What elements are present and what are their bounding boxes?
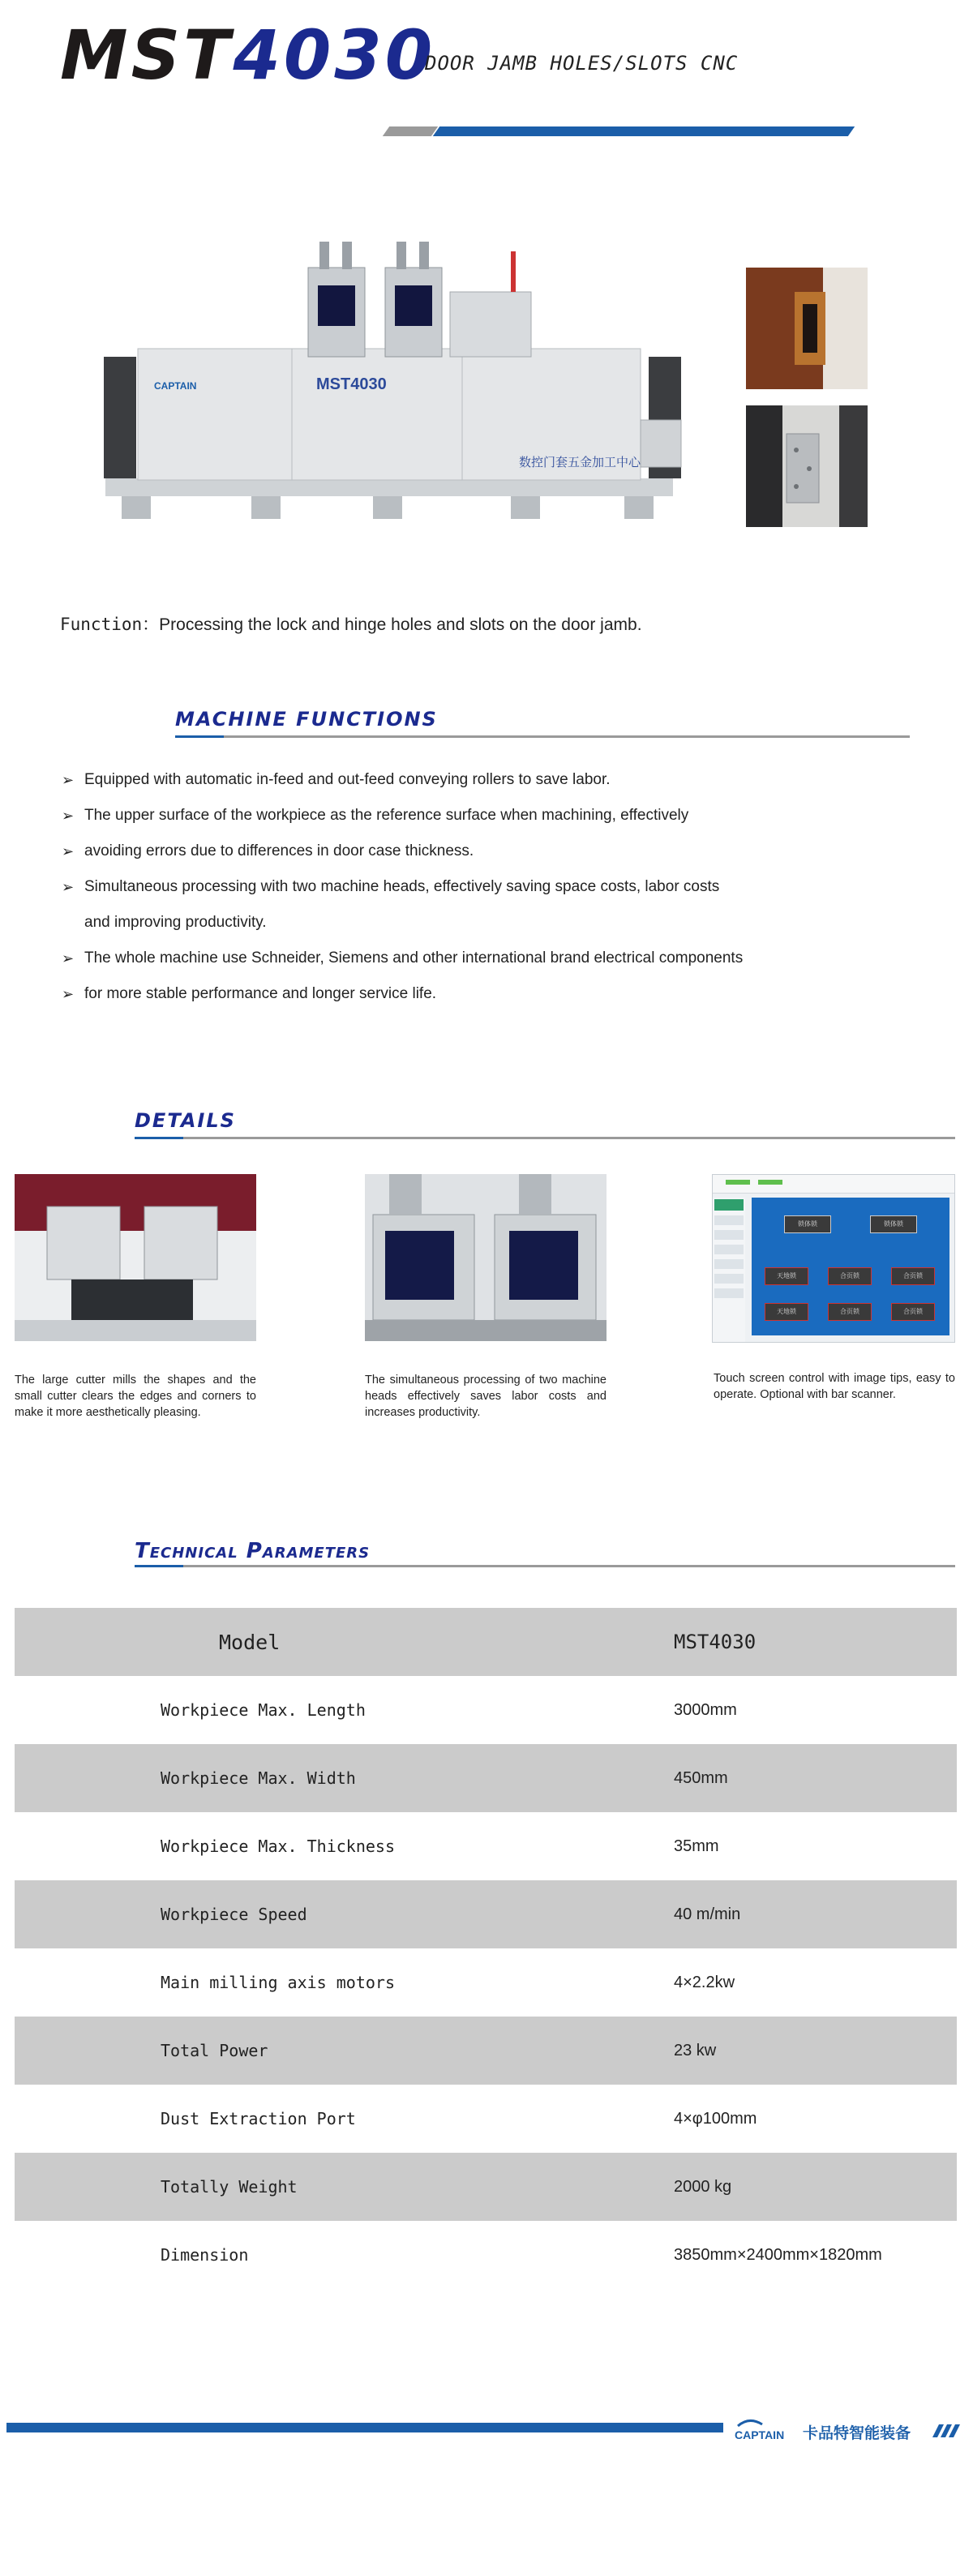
screen-button[interactable]: 锁体锁 xyxy=(870,1215,917,1233)
detail-cutter-photo xyxy=(15,1174,256,1341)
list-item: and improving productivity. xyxy=(84,914,267,931)
touchscreen-topbar xyxy=(713,1175,954,1194)
door-lock-slot-photo xyxy=(746,268,868,389)
technical-parameters-rule-accent xyxy=(135,1565,183,1567)
table-row xyxy=(15,2153,957,2221)
machine-brand-label: CAPTAIN xyxy=(154,380,197,392)
technical-parameters-rule xyxy=(135,1565,955,1567)
details-rule-accent xyxy=(135,1137,183,1139)
door-hinge-photo xyxy=(746,405,868,527)
machine-functions-rule-accent xyxy=(175,735,224,738)
screen-button[interactable]: 天地锁 xyxy=(765,1267,808,1285)
table-cell-value: 40 m/min xyxy=(674,1880,957,1948)
technical-parameters-heading: Technical Parameters xyxy=(135,1539,371,1563)
status-indicator xyxy=(758,1180,782,1185)
detail-caption-1: The large cutter mills the shapes and the small cutter clears the edges and corners to make it more aesthetically pleasing. xyxy=(15,1374,256,1419)
arrow-bullet-icon: ➢ xyxy=(62,843,75,859)
details-rule xyxy=(135,1137,955,1139)
table-header-row xyxy=(15,1608,957,1676)
machine-functions-rule xyxy=(175,735,910,738)
model-title-prefix: MST xyxy=(60,15,234,95)
table-cell-key: Workpiece Max. Thickness xyxy=(161,1837,395,1856)
table-row xyxy=(15,1676,957,1744)
model-title-number: 4030 xyxy=(233,15,436,95)
captain-logo-text: CAPTAIN xyxy=(735,2428,785,2441)
table-row xyxy=(15,2017,957,2085)
model-title xyxy=(60,15,436,95)
table-cell-key: Dust Extraction Port xyxy=(161,2109,356,2128)
screen-button[interactable]: 合页锁 xyxy=(828,1303,872,1321)
table-cell-key: Main milling axis motors xyxy=(161,1973,395,1992)
table-row xyxy=(15,1744,957,1812)
captain-logo xyxy=(733,2416,798,2444)
table-cell-value: 23 kw xyxy=(674,2017,957,2085)
screen-button[interactable]: 合页锁 xyxy=(891,1267,935,1285)
arrow-bullet-icon: ➢ xyxy=(62,808,75,824)
screen-button[interactable]: 合页锁 xyxy=(891,1303,935,1321)
table-row xyxy=(15,2085,957,2153)
table-row xyxy=(15,1948,957,2017)
detail-caption-3: Touch screen control with image tips, easy to operate. Optional with bar scanner. xyxy=(714,1372,955,1401)
table-cell-value: 3850mm×2400mm×1820mm xyxy=(674,2245,882,2264)
list-item: ➢ avoiding errors due to differences in door case thickness. xyxy=(60,834,936,869)
parameters-table xyxy=(15,1608,957,2289)
table-cell-value: 2000 kg xyxy=(674,2153,957,2221)
table-cell-key: Total Power xyxy=(15,2017,674,2085)
status-indicator xyxy=(726,1180,750,1185)
header-accent-blue xyxy=(433,126,855,136)
arrow-bullet-icon: ➢ xyxy=(62,772,75,788)
list-item: ➢ The whole machine use Schneider, Siemens and other international brand electrical components xyxy=(60,941,936,976)
product-subtitle: DOOR JAMB HOLES/SLOTS CNC xyxy=(425,52,739,75)
screen-button[interactable]: 合页锁 xyxy=(828,1267,872,1285)
table-cell-value: 35mm xyxy=(674,1837,719,1855)
table-cell-key: Model xyxy=(15,1608,674,1676)
table-row xyxy=(15,2221,957,2289)
list-item: ➢ The upper surface of the workpiece as the reference surface when machining, effectively xyxy=(60,798,936,834)
detail-caption-2: The simultaneous processing of two machine heads effectively saves labor costs and increases productivity. xyxy=(365,1374,607,1419)
footer-bar xyxy=(6,2423,723,2432)
table-cell-key: Dimension xyxy=(161,2245,249,2265)
function-text: Processing the lock and hinge holes and slots on the door jamb. xyxy=(159,615,642,634)
arrow-bullet-icon: ➢ xyxy=(62,879,75,895)
footer-stripes-icon xyxy=(932,2424,962,2437)
arrow-bullet-icon: ➢ xyxy=(62,950,75,967)
function-label: Function： xyxy=(60,615,160,634)
screen-button[interactable]: 天地锁 xyxy=(765,1303,808,1321)
machine-functions-heading: MACHINE FUNCTIONS xyxy=(175,708,438,731)
screen-button[interactable]: 锁体锁 xyxy=(784,1215,831,1233)
footer-company-name: 卡品特智能装备 xyxy=(803,2425,911,2442)
table-cell-value: 4×2.2kw xyxy=(674,1973,735,1991)
machine-model-label: MST4030 xyxy=(316,375,387,393)
table-cell-key: Workpiece Speed xyxy=(15,1880,674,1948)
table-cell-key: Workpiece Max. Width xyxy=(15,1744,674,1812)
table-cell-value: 4×φ100mm xyxy=(674,2109,757,2128)
machine-functions-list xyxy=(60,762,936,1012)
touchscreen-sidebar xyxy=(713,1198,745,1342)
list-item: ➢ for more stable performance and longer service life. xyxy=(60,976,936,1012)
machine-illustration xyxy=(89,235,689,535)
arrow-bullet-icon: ➢ xyxy=(62,986,75,1002)
header-accent-grey xyxy=(383,126,438,136)
list-item: ➢ Simultaneous processing with two machine heads, effectively saving space costs, labor costs xyxy=(60,869,936,905)
table-cell-key: Totally Weight xyxy=(15,2153,674,2221)
table-cell-value: 3000mm xyxy=(674,1700,737,1719)
table-cell-value: 450mm xyxy=(674,1744,957,1812)
touchscreen-main-area xyxy=(752,1198,949,1335)
table-cell-value: MST4030 xyxy=(674,1608,957,1676)
function-statement xyxy=(60,611,642,636)
table-row xyxy=(15,1812,957,1880)
list-item: ➢ Equipped with automatic in-feed and out-feed conveying rollers to save labor. xyxy=(60,762,936,798)
detail-two-heads-photo xyxy=(365,1174,607,1341)
detail-touchscreen-panel xyxy=(712,1174,955,1343)
table-row xyxy=(15,1880,957,1948)
details-heading: DETAILS xyxy=(135,1109,236,1132)
table-cell-key: Workpiece Max. Length xyxy=(161,1700,366,1720)
machine-side-text: 数控门套五金加工中心 xyxy=(519,455,641,469)
